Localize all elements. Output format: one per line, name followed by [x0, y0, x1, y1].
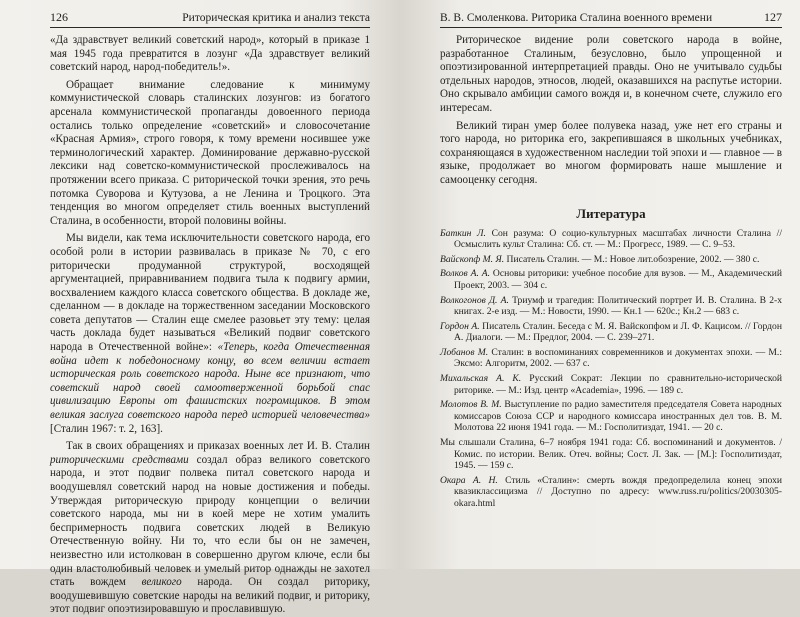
references-heading: Литература: [576, 205, 646, 221]
paragraph: [50, 440, 370, 617]
reference-text: Сон разума: О социо-культурных масштабах личности Сталина // Осмыслить культ Сталина: Сб. ст. — М.: Прогресс, 1989. — С. 9–53.: [454, 227, 782, 251]
reference-text: Триумф и трагедия: Политический портрет И. В. Сталина. В 2-х книгах. 2-е изд. — М.: Новости, 1990. — Кн.1 — 620с.; Кн.2 — 683 с.: [454, 294, 782, 318]
reference-item: [440, 437, 782, 472]
reference-item: [440, 295, 782, 318]
left-page: [0, 0, 400, 616]
paragraph-text: Обращает внимание следование к минимуму коммунистической словарь сталинских лозунгов: из богатого арсенала коммунистической пропаганды довоенного периода остались только определение «советский» и словосочетание «Красная Армия», строго говоря, к тому времени носившее уже терминологический характер. Доминирование державно-русской лексики над советско-коммунистической прослеживалось на протяжении всего приказа. С риторической точки зрения, это речь потомка Суворова и Кутузова, а не Ленина и Троцкого. Эта тенденция во многом определяет стиль военных выступлений Сталина, в особенности, второй половины войны.: [50, 78, 370, 227]
paragraph: Великий тиран умер более полувека назад, уже нет его страны и того народа, но риторика его, закрепившаяся в школьных учебниках, сохраняющаяся в художественном наследии той эпохи и — главное — в языке, продолжает во многом формировать наше мышление и самооценку сегодня.: [440, 119, 782, 186]
reference-author: Лобанов М.: [440, 346, 489, 358]
right-page-number: 127: [764, 10, 782, 24]
italic-phrase: великого: [141, 576, 182, 589]
reference-author: Михальская А. К.: [440, 373, 522, 385]
paragraph-text: «Да здравствует великий советский народ», который в приказе 1 мая 1945 года превратится в лозунг «Да здравствует великий советский народ, народ-победитель!».: [50, 34, 370, 74]
left-page-body: [50, 34, 370, 617]
reference-text: Основы риторики: учебное пособие для вузов. — М., Академический Проект, 2003. — 304 с.: [454, 268, 783, 291]
reference-item: [440, 228, 782, 251]
paragraph: [50, 79, 370, 229]
reference-item: [440, 347, 782, 370]
paragraph: [50, 34, 370, 75]
reference-author: Вайскопф М. Я.: [440, 253, 505, 265]
reference-text: Стиль «Сталин»: смерть вождя предопределила конец эпохи квазиклассицизма // Доступно по адресу: www.russ.ru/politics/20030305-okara.html: [454, 474, 782, 509]
reference-item: [440, 321, 782, 344]
right-page-body: [440, 34, 782, 188]
reference-item: [440, 268, 782, 291]
references-list: [440, 228, 782, 510]
reference-text: Писатель Сталин. Беседа с М. Я. Вайскопфом и Л. Ф. Кацисом. // Гордон А. Диалоги. — М.: Предлог, 2004. — С. 239–271.: [454, 320, 782, 344]
paragraph: Риторическое видение роли советского народа в войне, разработанное Сталиным, безусловно, было упрощенной и опоэтизированной интерпретацией правды. Оно не учитывало судьбы отдельных народов, этносов, людей, оказавшихся на распутье истории. Оно скрывало амбиции самого вождя и, в конечном счете, служило его интересам.: [440, 34, 782, 114]
paragraph-text: народа. Он создал риторику, воодушевившую советские народы на великий подвиг, и риторику, этот подвиг опоэтизировавшую и прославившую.: [50, 576, 371, 616]
left-running-title: Риторическая критика и анализ текста: [182, 12, 370, 24]
italic-quote: «Теперь, когда Отечественная война идет к победоносному концу, во всем величии встает историческая роль советского народа. Ныне все признают, что советский народ своей самоотверженной борьбой спас цивилизацию Европы от фашистских погромщиков. В этом великая заслуга советского народа перед историей человечества»: [50, 341, 371, 422]
reference-author: Молотов В. М.: [440, 399, 502, 411]
reference-item: [440, 254, 782, 266]
reference-author: Волков А. А.: [440, 268, 491, 280]
citation: [Сталин 1967: т. 2, 163].: [50, 422, 163, 435]
reference-author: Волкогонов Д. А.: [440, 294, 509, 306]
reference-text: Сталин: в воспоминаниях современников и документах эпохи. — М.: Эксмо: Алгоритм, 2002. — 637 с.: [454, 346, 782, 370]
reference-author: Гордон А.: [440, 320, 480, 332]
reference-text: Выступление по радио заместителя председателя Совета народных комиссаров Союза ССР и народного комиссара иностранных дел тов. В. М. Молотова 22 июня 1941 года. — М.: Госполитиздат, 1941. — 20 с.: [454, 399, 782, 434]
paragraph: [50, 232, 370, 436]
reference-item: [440, 399, 782, 434]
reference-item: [440, 373, 782, 396]
paragraph-text: создал образ великого советского народа, и этот подвиг полвека питал советского народа и воодушевлял советский народ на новые достижения и победы. Утверждая риторическую природу концепции о величии советского народа, мы ни в коей мере не хотим умалить беспримерность подвига советских людей в Великую Отечественную войну. Ни то, что если бы он не замечен, неизвестно или истолкован в совершенно другом ключе, если бы один властолюбивый человек и умелый ритор однажды не захотел стать вождем: [50, 453, 370, 589]
right-page-header: [440, 10, 782, 28]
left-page-header: [50, 10, 370, 28]
paragraph-text: Так в своих обращениях и приказах военных лет И. В. Сталин: [66, 440, 370, 453]
italic-phrase: риторическими средствами: [50, 453, 189, 466]
reference-text: Писатель Сталин. — М.: Новое лит.обозрение, 2002. — 380 с.: [504, 253, 760, 265]
reference-item: [440, 475, 782, 510]
reference-text: Мы слышали Сталина, 6–7 ноября 1941 года: Сб. воспоминаний и документов. / Комис. по истории. Велик. Отеч. войны; Сост. Л. Зак. — [М.]: Госполитиздат, 1945. — 159 с.: [440, 437, 782, 472]
right-page: [400, 0, 800, 569]
reference-text: Русский Сократ: Лекции по сравнительно-исторической риторике. — М.: Изд. центр «Academia», 1996. — 189 с.: [454, 373, 782, 396]
left-page-number: 126: [50, 10, 68, 24]
right-running-title: В. В. Смоленкова. Риторика Сталина военного времени: [440, 12, 713, 24]
reference-author: Баткин Л.: [440, 227, 486, 239]
paragraph-text: Мы видели, как тема исключительности советского народа, его особой роли в истории развивалась в приказе № 70, с его риторически продуманной структурой, восходящей аргументацией, приравниванием подвига тыла к подвигу армии, восхвалением каждого класса советского общества. В докладе же, сделанном — в докладе на торжественном заседании Московского совета депутатов — Сталин еще смелее разовьет эту тему: целая часть доклада будет называться «Великий подвиг советского народа в Отечественной войне»:: [50, 232, 370, 354]
reference-author: Окара А. Н.: [440, 474, 498, 486]
